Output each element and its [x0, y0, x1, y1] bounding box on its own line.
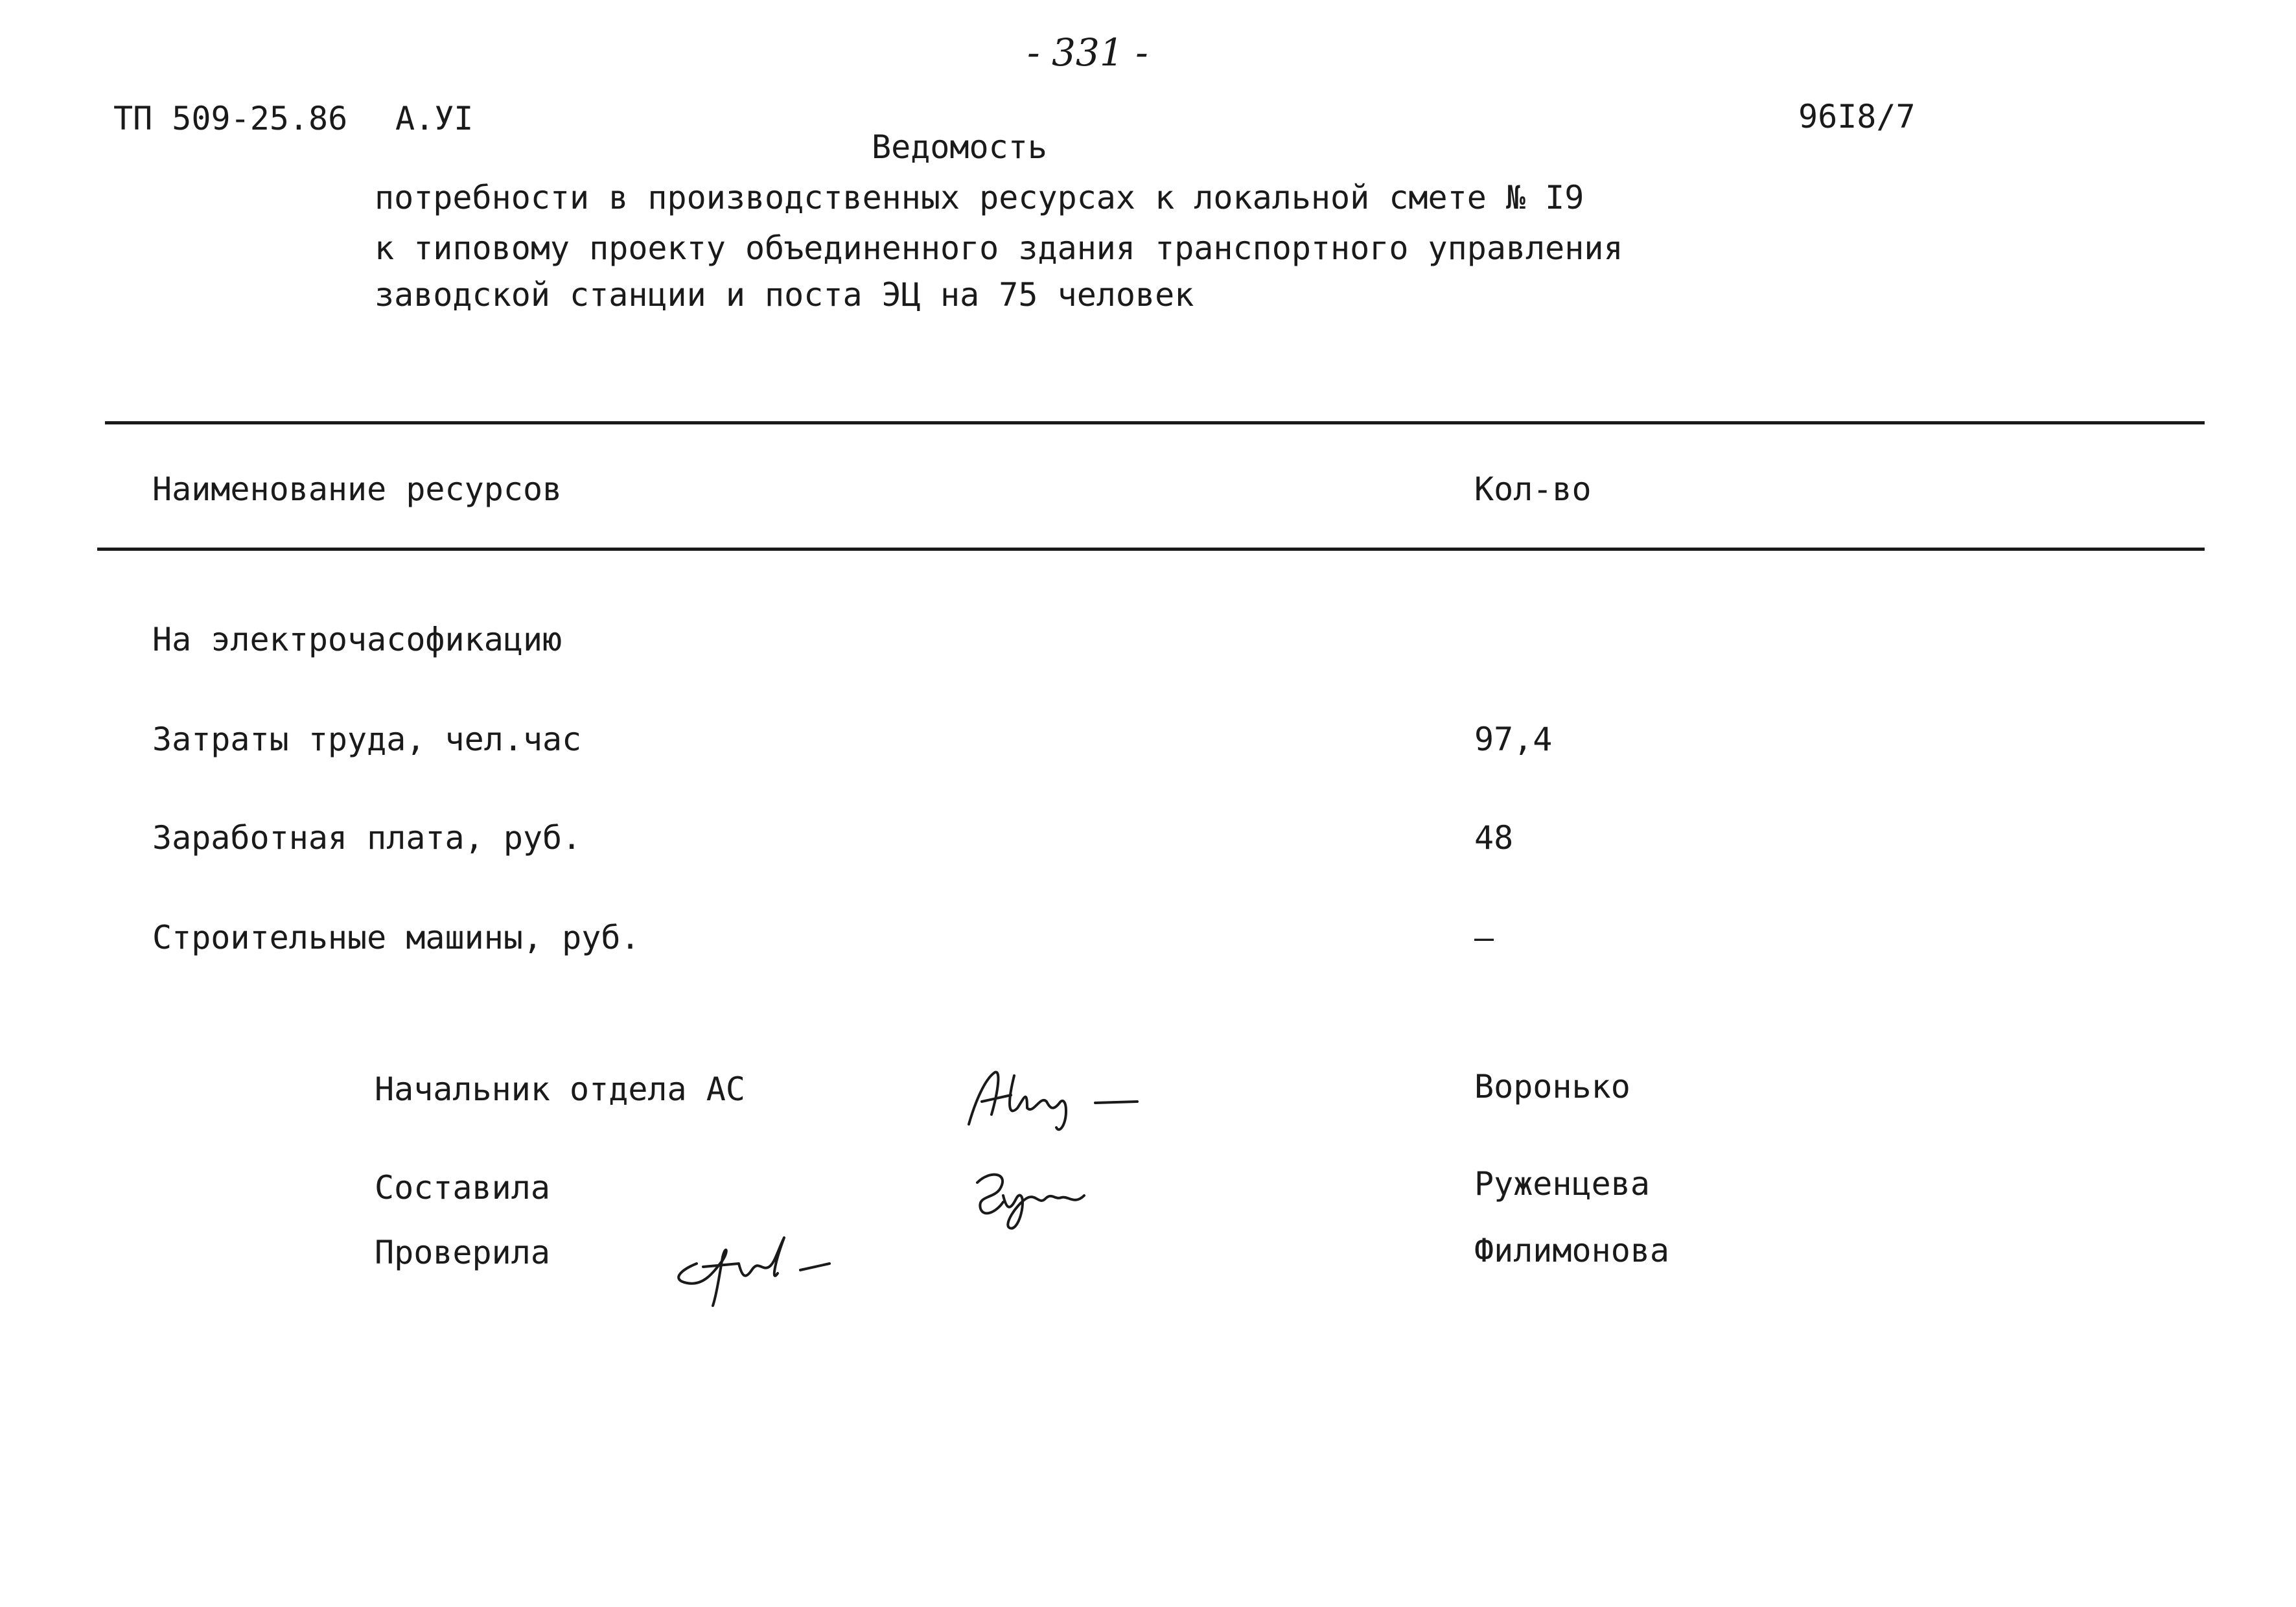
document-heading: Ведомость [872, 128, 1047, 166]
signer-name: Филимонова [1474, 1232, 1670, 1269]
row-name: Затраты труда, чел.час [152, 721, 582, 758]
sheet-code: 96I8/7 [1798, 98, 1916, 135]
table-top-rule [105, 421, 2205, 424]
signer-name: Руженцева [1474, 1165, 1650, 1203]
row-name: Заработная плата, руб. [152, 819, 582, 857]
column-header-name: Наименование ресурсов [152, 470, 562, 508]
handwritten-signature [964, 1160, 1126, 1238]
row-quantity: – [1474, 919, 1494, 956]
row-name: Строительные машины, руб. [152, 919, 640, 956]
handwritten-signature [661, 1225, 855, 1315]
section-title: На электрочасофикацию [152, 621, 562, 658]
column-header-quantity: Кол-во [1474, 470, 1592, 508]
signer-role: Начальник отдела АС [375, 1070, 745, 1108]
row-quantity: 48 [1474, 819, 1514, 857]
title-line-1: потребности в производственных ресурсах к локальной смете № I9 [375, 179, 1584, 216]
page-number: - 331 - [1027, 30, 1148, 75]
signer-role: Составила [375, 1169, 550, 1207]
document-code: ТП 509-25.86 [113, 100, 348, 137]
signer-role: Проверила [375, 1234, 550, 1271]
album-code: А.УI [395, 100, 474, 137]
title-line-2: к типовому проекту объединенного здания транспортного управления [375, 229, 1623, 267]
table-header-rule [97, 548, 2205, 551]
row-quantity: 97,4 [1474, 721, 1553, 758]
handwritten-signature [962, 1063, 1170, 1140]
signer-name: Воронько [1474, 1068, 1630, 1105]
title-line-3: заводской станции и поста ЭЦ на 75 человек [375, 276, 1194, 314]
